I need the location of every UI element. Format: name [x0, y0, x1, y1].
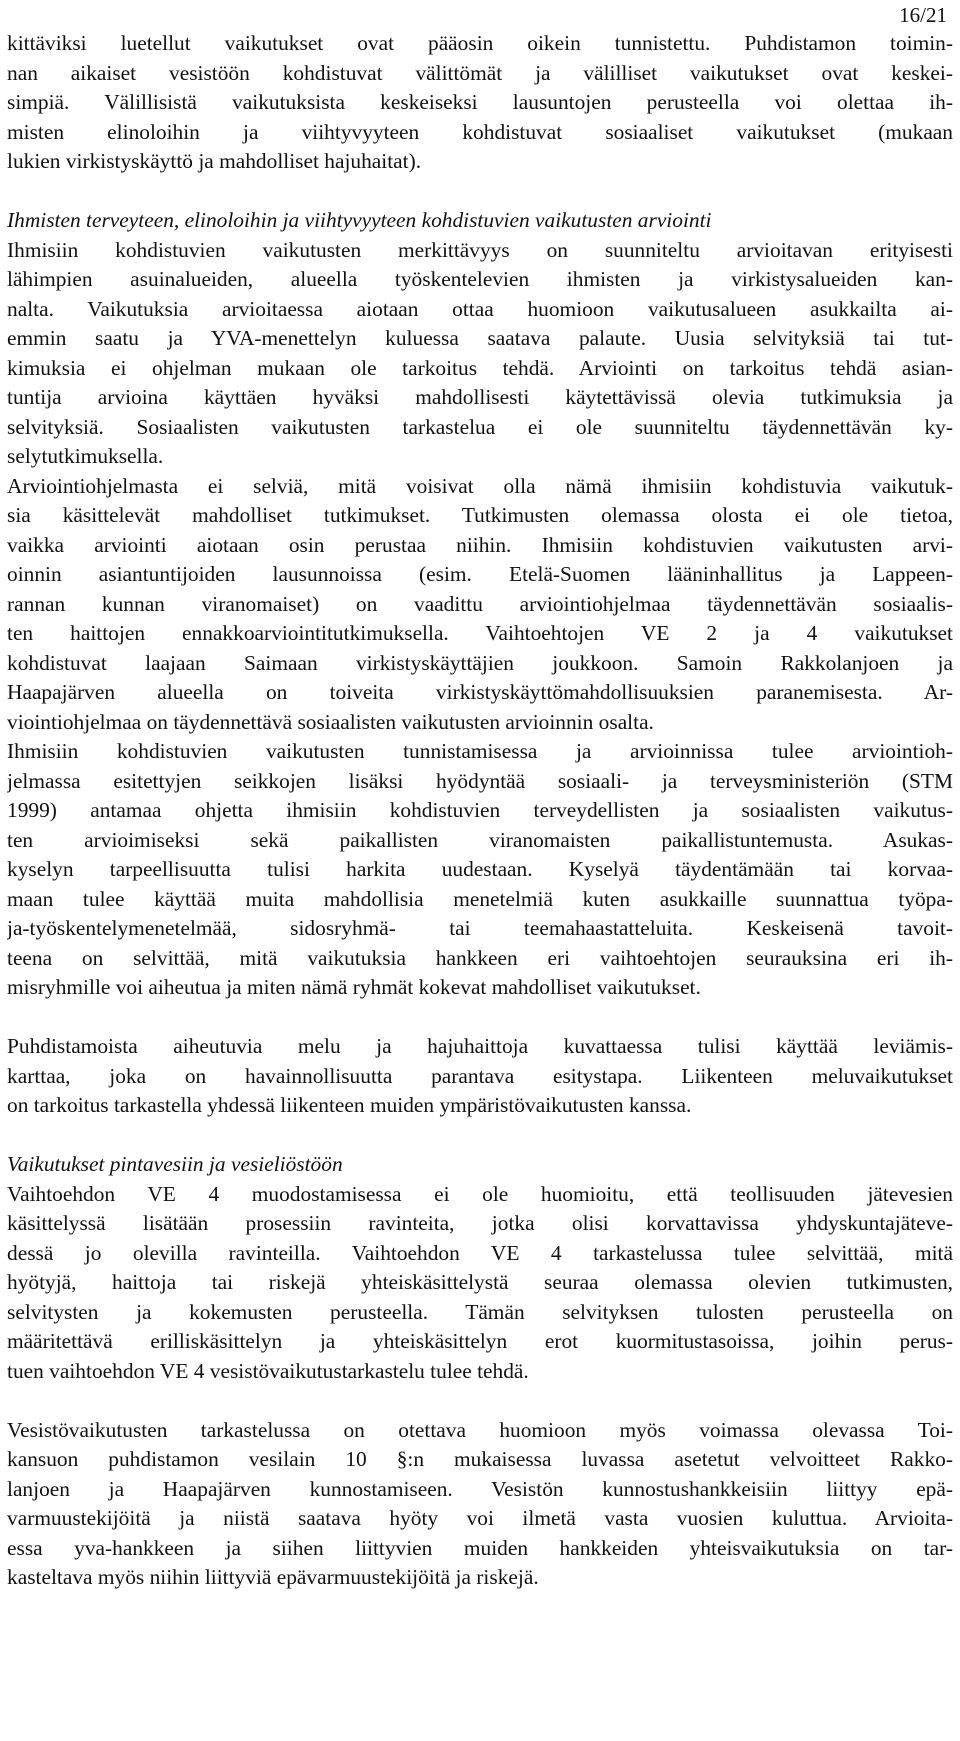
text-line: emmin saatu ja YVA-menettelyn kuluessa saatava palaute. Uusia selvityksiä tai tut-	[7, 326, 953, 350]
text-line: on tarkoitus tarkastella yhdessä liikenteen muiden ympäristövaikutusten kanssa.	[7, 1093, 692, 1117]
text-line: varmuustekijöitä ja niistä saatava hyöty voi ilmetä vasta vuosien kuluttua. Arvioita-	[7, 1506, 953, 1530]
text-line: kyselyn tarpeellisuutta tulisi harkita uudestaan. Kyselyä täydentämään tai korvaa-	[7, 857, 953, 881]
text-line: misten elinoloihin ja viihtyvyyteen kohdistuvat sosiaaliset vaikutukset (mukaan	[7, 119, 953, 144]
text-line: sia käsittelevät mahdolliset tutkimukset. Tutkimusten olemassa olosta ei ole tietoa,	[7, 503, 953, 527]
paragraph-block	[7, 29, 953, 177]
section	[7, 1150, 953, 1386]
section-heading: Vaikutukset pintavesiin ja vesieliöstöön	[7, 1152, 343, 1176]
text-line: Ihmisiin kohdistuvien vaikutusten merkittävyys on suunniteltu arvioitavan erityisesti	[7, 237, 953, 262]
text-line: selytutkimuksella.	[7, 444, 164, 468]
text-line: misryhmille voi aiheutua ja miten nämä ryhmät kokevat mahdolliset vaikutukset.	[7, 975, 701, 999]
paragraph-gap	[7, 1386, 953, 1416]
document-body	[7, 29, 953, 1593]
text-line: kittäviksi luetellut vaikutukset ovat pääosin oikein tunnistettu. Puhdistamon toimin-	[7, 31, 953, 55]
text-line: rannan kunnan viranomaiset) on vaadittu arviointiohjelmaa täydennettävän sosiaalis-	[7, 591, 953, 616]
text-line: nalta. Vaikutuksia arvioitaessa aiotaan ottaa huomioon vaikutusalueen asukkailta ai-	[7, 296, 953, 321]
text-line: vaikka arviointi aiotaan osin perustaa niihin. Ihmisiin kohdistuvien vaikutusten arvi-	[7, 532, 953, 557]
text-line: oinnin asiantuntijoiden lausunnoissa (esim. Etelä-Suomen lääninhallitus ja Lappeen-	[7, 562, 953, 586]
text-line: hyötyjä, haittoja tai riskejä yhteiskäsittelystä seuraa olemassa olevien tutkimusten,	[7, 1270, 953, 1294]
text-line: lukien virkistyskäyttö ja mahdolliset hajuhaitat).	[7, 149, 422, 173]
paragraph-block	[7, 1416, 953, 1593]
paragraph-gap	[7, 1003, 953, 1033]
text-line: Puhdistamoista aiheutuvia melu ja hajuhaittoja kuvattaessa tulisi käyttää leviämis-	[7, 1034, 953, 1058]
text-line: määritettävä erilliskäsittelyn ja yhteiskäsittelyn erot kuormitustasoissa, joihin perus-	[7, 1329, 953, 1353]
text-line: selvityksiä. Sosiaalisten vaikutusten tarkastelua ei ole suunniteltu täydennettävän ky-	[7, 414, 953, 439]
text-line: Ihmisiin kohdistuvien vaikutusten tunnistamisessa ja arvioinnissa tulee arviointioh-	[7, 739, 953, 763]
text-line: teena on selvittää, mitä vaikutuksia hankkeen eri vaihtoehtojen seurauksina eri ih-	[7, 945, 953, 970]
text-line: Vaihtoehdon VE 4 muodostamisessa ei ole huomioitu, että teollisuuden jätevesien	[7, 1181, 953, 1206]
text-line: Arviointiohjelmasta ei selviä, mitä voisivat olla nämä ihmisiin kohdistuvia vaikutuk-	[7, 473, 953, 498]
text-line: Vesistövaikutusten tarkastelussa on otettava huomioon myös voimassa olevassa Toi-	[7, 1417, 953, 1442]
text-line: kasteltava myös niihin liittyviä epävarmuustekijöitä ja riskejä.	[7, 1565, 539, 1589]
section-heading: Ihmisten terveyteen, elinoloihin ja viihtyvyyteen kohdistuvien vaikutusten arviointi	[7, 208, 712, 232]
text-line: viointiohjelmaa on täydennettävä sosiaalisten vaikutusten arvioinnin osalta.	[7, 709, 654, 734]
text-line: essa yva-hankkeen ja siihen liittyvien muiden hankkeiden yhteisvaikutuksia on tar-	[7, 1535, 953, 1560]
paragraph-block	[7, 1032, 953, 1121]
text-line: karttaa, joka on havainnollisuutta parantava esitystapa. Liikenteen meluvaikutukset	[7, 1063, 953, 1088]
text-line: tuen vaihtoehdon VE 4 vesistövaikutustarkastelu tulee tehdä.	[7, 1358, 529, 1383]
text-line: ja-työskentelymenetelmää, sidosryhmä- tai teemahaastatteluita. Keskeisenä tavoit-	[7, 916, 953, 940]
text-line: tuntija arvioina käyttäen hyväksi mahdollisesti käytettävissä olevia tutkimuksia ja	[7, 385, 953, 409]
text-line: kansuon puhdistamon vesilain 10 §:n mukaisessa luvassa asetetut velvoitteet Rakko-	[7, 1447, 953, 1471]
text-line: jelmassa esitettyjen seikkojen lisäksi hyödyntää sosiaali- ja terveysministeriön (STM	[7, 768, 953, 793]
text-line: dessä jo olevilla ravinteilla. Vaihtoehdon VE 4 tarkastelussa tulee selvittää, mitä	[7, 1240, 953, 1265]
text-line: simpiä. Välillisistä vaikutuksista keskeiseksi lausuntojen perusteella voi olettaa ih-	[7, 90, 953, 114]
text-line: 1999) antamaa ohjetta ihmisiin kohdistuvien terveydellisten ja sosiaalisten vaikutus-	[7, 798, 953, 822]
section	[7, 206, 953, 1003]
text-line: selvitysten ja kokemusten perusteella. Tämän selvityksen tulosten perusteella on	[7, 1299, 953, 1324]
text-line: käsittelyssä lisätään prosessiin ravinteita, jotka olisi korvattavissa yhdyskuntajäteve-	[7, 1211, 953, 1235]
text-line: lähimpien asuinalueiden, alueella työskentelevien ihmisten ja virkistysalueiden kan-	[7, 267, 953, 291]
text-line: lanjoen ja Haapajärven kunnostamiseen. Vesistön kunnostushankkeisiin liittyy epä-	[7, 1476, 953, 1501]
text-line: kohdistuvat laajaan Saimaan virkistyskäyttäjien joukkoon. Samoin Rakkolanjoen ja	[7, 650, 953, 675]
paragraph-gap	[7, 1121, 953, 1151]
page-number: 16/21	[899, 3, 947, 27]
text-line: ten arvioimiseksi sekä paikallisten viranomaisten paikallistuntemusta. Asukas-	[7, 827, 953, 852]
text-line: ten haittojen ennakkoarviointitutkimuksella. Vaihtoehtojen VE 2 ja 4 vaikutukset	[7, 621, 953, 645]
paragraph-gap	[7, 177, 953, 207]
text-line: Haapajärven alueella on toiveita virkistyskäyttömahdollisuuksien paranemisesta. Ar-	[7, 680, 953, 704]
text-line: nan aikaiset vesistöön kohdistuvat välittömät ja välilliset vaikutukset ovat keskei-	[7, 60, 953, 85]
text-line: maan tulee käyttää muita mahdollisia menetelmiä kuten asukkaille suunnattua työpa-	[7, 886, 953, 911]
text-line: kimuksia ei ohjelman mukaan ole tarkoitus tehdä. Arviointi on tarkoitus tehdä asian-	[7, 355, 953, 380]
